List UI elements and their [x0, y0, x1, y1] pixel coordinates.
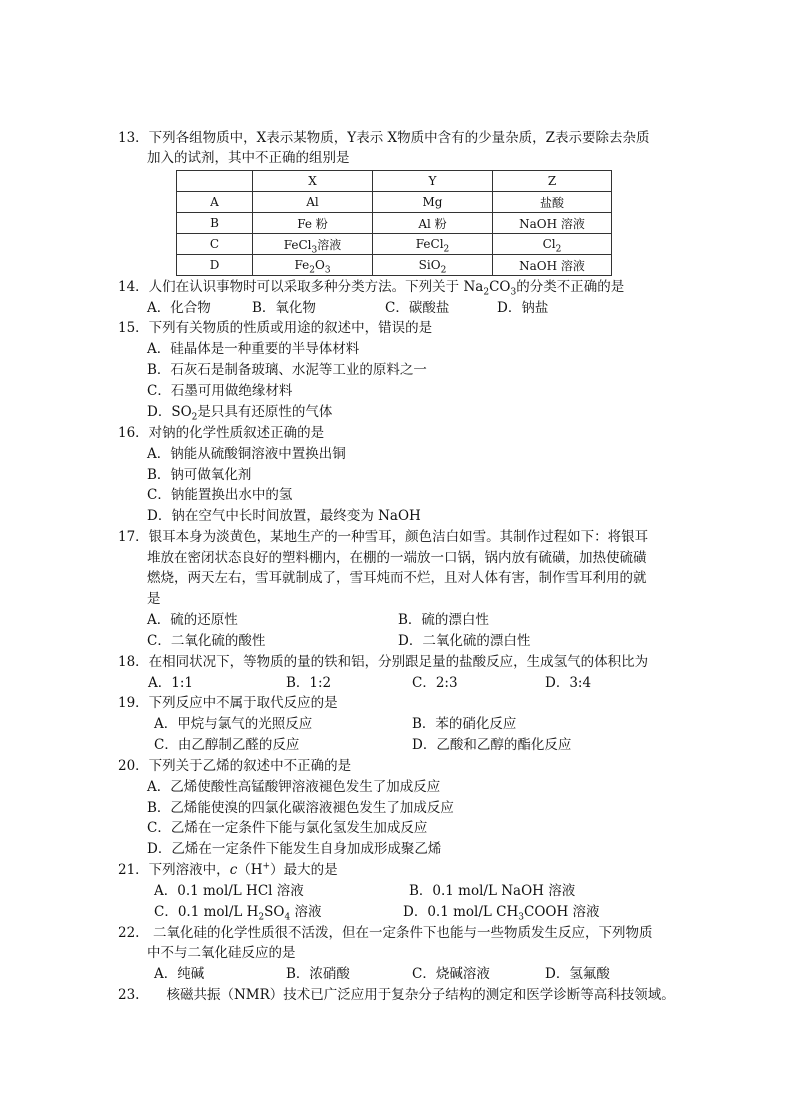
table-header-cell: Z [493, 171, 612, 192]
q17-stem-line4: 是 [147, 591, 161, 607]
q22-option-a: A．纯碱 [154, 966, 205, 982]
subscript: 2 [443, 244, 450, 255]
q21-option-c [154, 902, 322, 922]
cell-y: Al 粉 [373, 213, 493, 234]
row-label: C [177, 234, 253, 255]
q13-stem-line1: 13．下列各组物质中，X表示某物质，Y表示 X物质中含有的少量杂质，Z表示要除去杂质 [118, 130, 650, 146]
cell-y: Mg [373, 192, 493, 213]
cell-x [253, 255, 373, 276]
table-row [177, 234, 612, 255]
q19-stem: 19．下列反应中不属于取代反应的是 [118, 695, 338, 711]
stem-text: （H [237, 862, 263, 878]
q22-stem-line2: 中不与二氧化硅反应的是 [147, 945, 296, 961]
q18-option-c: C．2:3 [412, 675, 458, 691]
q19-option-a: A．甲烷与氯气的光照反应 [154, 716, 313, 732]
cell-z: NaOH 溶液 [493, 213, 612, 234]
formula-part: Fe [294, 258, 310, 272]
row-label: D [177, 255, 253, 276]
stem-text: 21．下列溶液中， [118, 862, 230, 878]
stem-text: CO [489, 279, 511, 295]
q19-option-d: D．乙酸和乙醇的酯化反应 [412, 737, 572, 753]
subscript: 3 [518, 912, 524, 923]
option-text: C．0.1 mol/L H [154, 904, 259, 920]
q20-option-c: C．乙烯在一定条件下能与氯化氢发生加成反应 [147, 820, 428, 836]
q21-option-d [403, 902, 600, 922]
q17-stem-line2: 堆放在密闭状态良好的塑料棚内，在棚的一端放一口锅，锅内放有硫磺，加热使硫磺 [147, 550, 647, 566]
table-header-row [177, 171, 612, 192]
stem-text: c [229, 862, 238, 878]
q14-option-a: A．化合物 [147, 300, 211, 316]
q20-option-a: A．乙烯使酸性高锰酸钾溶液褪色发生了加成反应 [147, 779, 441, 795]
q18-stem: 18．在相同状况下，等物质的量的铁和铝，分别跟足量的盐酸反应，生成氢气的体积比为 [118, 654, 649, 670]
option-text: D．0.1 mol/L CH [403, 904, 519, 920]
q13-table [176, 170, 612, 276]
q22-stem-line1: 22. 二氧化硅的化学性质很不活泼，但在一定条件下也能与一些物质发生反应，下列物质 [118, 925, 653, 941]
q18-option-a: A．1:1 [148, 675, 193, 691]
q16-option-d: D．钠在空气中长时间放置，最终变为 NaOH [147, 508, 421, 524]
q21-option-b: B．0.1 mol/L NaOH 溶液 [409, 883, 576, 899]
q18-option-b: B．1:2 [286, 675, 332, 691]
q23-stem-line1: 23. 核磁共振（NMR）技术已广泛应用于复杂分子结构的测定和医学诊断等高科技领域。 [118, 987, 675, 1003]
subscript: 2 [483, 287, 490, 298]
q20-option-d: D．乙烯在一定条件下能发生自身加成形成聚乙烯 [147, 841, 442, 857]
q15-option-a: A．硅晶体是一种重要的半导体材料 [147, 341, 360, 357]
q19-option-b: B．苯的硝化反应 [412, 716, 517, 732]
q15-option-d [147, 402, 332, 422]
option-text: D．SO [147, 404, 192, 420]
cell-x: Fe 粉 [253, 213, 373, 234]
cell-x [253, 234, 373, 255]
option-text: SO [264, 904, 285, 920]
q21-stem [118, 860, 338, 880]
formula-part: Cl [542, 237, 556, 251]
stem-text: ）最大的是 [270, 862, 338, 878]
table-header-cell [177, 171, 253, 192]
formula-part: FeCl [415, 237, 444, 251]
formula-part: O [314, 258, 325, 272]
row-label: A [177, 192, 253, 213]
q22-option-d: D．氢氟酸 [545, 966, 610, 982]
subscript: 3 [324, 265, 331, 276]
q17-stem-line3: 燃烧，两天左右，雪耳就制成了，雪耳炖而不烂，且对人体有害，制作雪耳利用的就 [147, 570, 647, 586]
cell-z [493, 234, 612, 255]
q17-option-a: A．硫的还原性 [147, 612, 238, 628]
stem-text: 的分类不正确的是 [516, 279, 625, 295]
q16-stem: 16．对钠的化学性质叙述正确的是 [118, 425, 325, 441]
cell-z: 盐酸 [493, 192, 612, 213]
q17-stem-line1: 17．银耳本身为淡黄色，某地生产的一种雪耳，颜色洁白如雪。其制作过程如下：将银耳 [118, 529, 649, 545]
subscript: 3 [510, 287, 517, 298]
q14-option-b: B．氧化物 [252, 300, 316, 316]
table-header-cell: Y [373, 171, 493, 192]
option-text: 是只具有还原性的气体 [197, 404, 333, 420]
q14-option-c: C．碳酸盐 [385, 300, 450, 316]
subscript: 2 [440, 265, 447, 276]
subscript: 2 [555, 244, 562, 255]
q15-stem: 15．下列有关物质的性质或用途的叙述中，错误的是 [118, 320, 433, 336]
cell-y [373, 234, 493, 255]
cell-y [373, 255, 493, 276]
subscript: 2 [309, 265, 315, 276]
q16-option-b: B．钠可做氧化剂 [147, 467, 252, 483]
subscript: 2 [258, 912, 265, 923]
formula-part: 溶液 [317, 237, 342, 252]
q17-option-b: B．硫的漂白性 [398, 612, 489, 628]
superscript: + [262, 861, 271, 872]
q22-option-b: B．浓硝酸 [286, 966, 350, 982]
q20-stem: 20．下列关于乙烯的叙述中不正确的是 [118, 758, 352, 774]
subscript: 4 [284, 912, 291, 923]
cell-x: Al [253, 192, 373, 213]
q13-stem-line2: 加入的试剂，其中不正确的组别是 [147, 150, 350, 166]
subscript: 2 [191, 412, 198, 423]
q14-stem [118, 277, 624, 297]
table-row [177, 255, 612, 276]
table-row [177, 192, 612, 213]
q22-option-c: C．烧碱溶液 [412, 966, 490, 982]
subscript: 3 [311, 244, 318, 255]
table-header-cell: X [253, 171, 373, 192]
option-text: 溶液 [290, 904, 322, 920]
q17-option-c: C．二氧化硫的酸性 [147, 633, 266, 649]
q14-option-d: D．钠盐 [497, 300, 549, 316]
q16-option-a: A．钠能从硫酸铜溶液中置换出铜 [147, 446, 346, 462]
q16-option-c: C．钠能置换出水中的氢 [147, 487, 293, 503]
q15-option-c: C．石墨可用做绝缘材料 [147, 383, 293, 399]
formula-part: SiO [418, 258, 441, 272]
cell-z: NaOH 溶液 [493, 255, 612, 276]
formula-part: FeCl [283, 237, 312, 252]
row-label: B [177, 213, 253, 234]
option-text: COOH 溶液 [523, 904, 600, 920]
q18-option-d: D．3:4 [545, 675, 592, 691]
q20-option-b: B．乙烯能使溴的四氯化碳溶液褪色发生了加成反应 [147, 800, 454, 816]
table-row [177, 213, 612, 234]
q17-option-d: D．二氧化硫的漂白性 [398, 633, 531, 649]
q15-option-b: B．石灰石是制备玻璃、水泥等工业的原料之一 [147, 362, 427, 378]
q21-option-a: A．0.1 mol/L HCl 溶液 [154, 883, 304, 899]
stem-text: 14．人们在认识事物时可以采取多种分类方法。下列关于 Na [118, 279, 484, 295]
q19-option-c: C．由乙醇制乙醛的反应 [154, 737, 300, 753]
